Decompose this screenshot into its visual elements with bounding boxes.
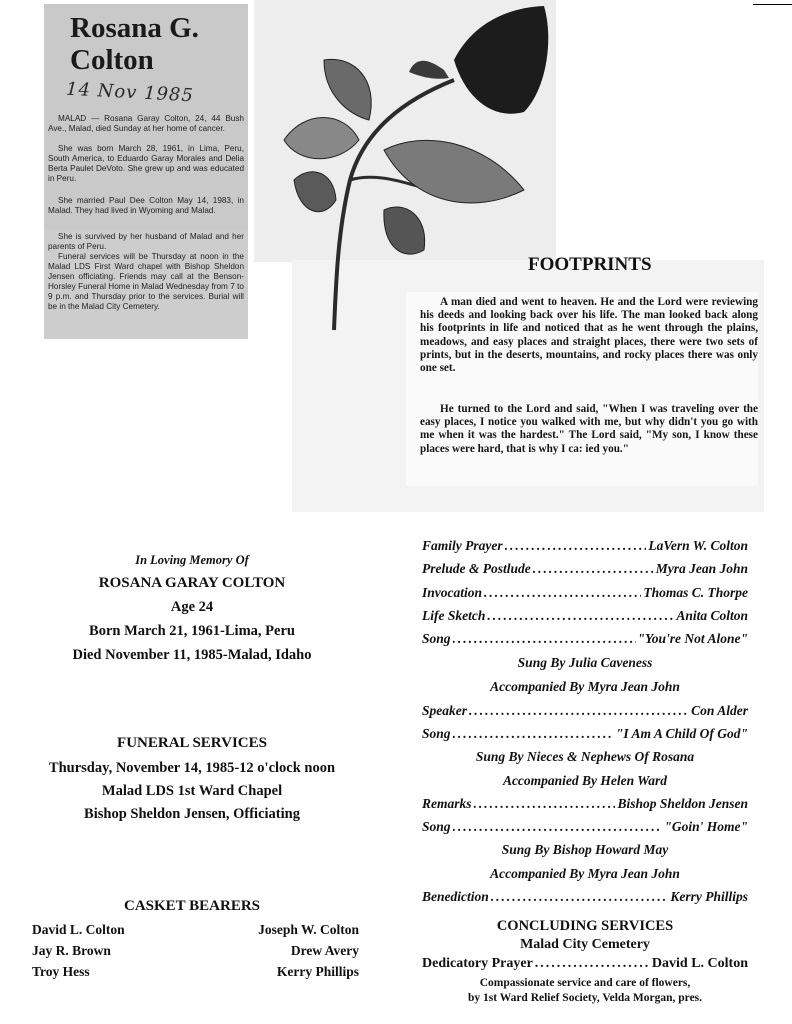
- funeral-officiating: Bishop Sheldon Jensen, Officiating: [84, 806, 300, 822]
- leader-dots: [453, 819, 663, 835]
- concluding-note: by 1st Ward Relief Society, Velda Morgan, pres.: [467, 992, 703, 1004]
- obituary-paragraph: She married Paul Dee Colton May 14, 1983, in Malad. They had lived in Wyoming and Malad.: [48, 196, 244, 215]
- leader-dots: [469, 703, 689, 719]
- song-3-performer: Sung By Bishop Howard May: [501, 842, 669, 857]
- in-loving-memory: In Loving Memory Of: [135, 553, 249, 567]
- song-3-accompanist: Accompanied By Myra Jean John: [490, 866, 680, 881]
- birth-info: Born March 21, 1961-Lima, Peru: [89, 623, 295, 639]
- program-row-song-3: [422, 819, 748, 835]
- program-row-life-sketch: [422, 608, 748, 624]
- program-row-speaker: [422, 703, 748, 719]
- program-value: David L. Colton: [651, 956, 748, 971]
- leader-dots: [491, 889, 669, 905]
- cemetery-name: Malad City Cemetery: [520, 937, 650, 952]
- obituary-paragraph: She is survived by her husband of Malad and her parents of Peru.: [48, 232, 244, 251]
- footprints-paragraph: A man died and went to heaven. He and the Lord were reviewing his deeds and looking back over his life. The man looked back along his footprints in life and noticed that as he went through the plains, meadows, and easy places and straight places, there were two sets of prints, but in the deserts, mountains, and rocky places there was only one set.: [420, 296, 758, 375]
- program-value: LaVern W. Colton: [648, 538, 748, 553]
- leader-dots: [533, 561, 654, 577]
- program-label: Family Prayer: [422, 538, 503, 553]
- obituary-headline: [70, 12, 245, 76]
- program-value: "I Am A Child Of God": [615, 726, 748, 741]
- program-row-benediction: [422, 889, 748, 905]
- program-row-song-2: [422, 726, 748, 742]
- program-value: "Goin' Home": [664, 819, 748, 834]
- obituary-paragraph: Funeral services will be Thursday at noon in the Malad LDS First Ward chapel with Bishop Sheldon Jensen officiating. Friends may call at the Benson-Horsley Funeral Home in Malad Wednesday from 7 to 9 p.m. and Thursday prior to the services. Burial will be in the Malad City Cemetery.: [48, 252, 244, 311]
- leader-dots: [474, 796, 616, 812]
- obituary-paragraph: She was born March 28, 1961, in Lima, Peru, South America, to Eduardo Garay Morales and Delia Berta Paulet DeVoto. She grew up and was educated in Peru.: [48, 144, 244, 183]
- program-row-prelude: [422, 561, 748, 577]
- leader-dots: [484, 585, 641, 601]
- program-label: Dedicatory Prayer: [422, 956, 533, 971]
- footprints-paragraph: He turned to the Lord and said, "When I was traveling over the easy places, I notice you walked with me, but why didn't you go with me when it was the hardest." The Lord said, "My son, I know these places were hard, that is why I ca: ied you.": [420, 403, 758, 455]
- program-row-song-1: [422, 631, 748, 647]
- song-1-accompanist: Accompanied By Myra Jean John: [490, 679, 680, 694]
- bearer-name: Joseph W. Colton: [258, 922, 359, 937]
- bearer-name: David L. Colton: [32, 922, 125, 937]
- program-label: Invocation: [422, 585, 483, 600]
- funeral-date: Thursday, November 14, 1985-12 o'clock noon: [48, 760, 336, 776]
- program-value: Con Alder: [691, 703, 748, 718]
- program-row-dedicatory: [422, 956, 748, 972]
- leader-dots: [453, 726, 614, 742]
- obituary-paragraph: MALAD — Rosana Garay Colton, 24, 44 Bush Ave., Malad, died Sunday at her home of cancer.: [48, 114, 244, 133]
- program-value: Anita Colton: [676, 608, 748, 623]
- bearer-name: Troy Hess: [32, 964, 90, 979]
- program-label: Song: [422, 631, 451, 646]
- program-label: Speaker: [422, 703, 467, 718]
- footprints-title: FOOTPRINTS: [528, 254, 652, 275]
- song-2-performer: Sung By Nieces & Nephews Of Rosana: [475, 749, 695, 764]
- leader-dots: [505, 538, 647, 554]
- handwritten-date: 14 Nov 1985: [65, 78, 195, 107]
- program-value: Kerry Phillips: [670, 889, 748, 904]
- casket-bearers-heading: CASKET BEARERS: [123, 898, 261, 914]
- leader-dots: [453, 631, 636, 647]
- leader-dots: [487, 608, 674, 624]
- program-label: Benediction: [422, 889, 489, 904]
- deceased-name: ROSANA GARAY COLTON: [98, 575, 286, 591]
- program-value: "You're Not Alone": [637, 631, 748, 646]
- program-label: Life Sketch: [422, 608, 486, 623]
- program-row-family-prayer: [422, 538, 748, 554]
- bearer-name: Drew Avery: [290, 943, 359, 958]
- song-2-accompanist: Accompanied By Helen Ward: [502, 773, 668, 788]
- death-info: Died November 11, 1985-Malad, Idaho: [72, 647, 312, 663]
- obituary-name-line2: Colton: [70, 44, 154, 76]
- program-label: Song: [422, 819, 451, 834]
- program-label: Song: [422, 726, 451, 741]
- program-value: Thomas C. Thorpe: [643, 585, 748, 600]
- bearer-name: Kerry Phillips: [276, 964, 359, 979]
- program-row-invocation: [422, 585, 748, 601]
- program-label: Prelude & Postlude: [422, 561, 531, 576]
- funeral-location: Malad LDS 1st Ward Chapel: [101, 783, 283, 799]
- page-edge-line: [753, 4, 792, 5]
- funeral-heading: FUNERAL SERVICES: [117, 735, 267, 751]
- song-1-performer: Sung By Julia Caveness: [517, 655, 653, 670]
- program-value: Bishop Sheldon Jensen: [617, 796, 748, 811]
- program-value: Myra Jean John: [655, 561, 748, 576]
- program-label: Remarks: [422, 796, 472, 811]
- leader-dots: [535, 956, 650, 972]
- bearer-name: Jay R. Brown: [32, 943, 111, 958]
- program-row-remarks: [422, 796, 748, 812]
- deceased-age: Age 24: [170, 599, 214, 615]
- concluding-heading: CONCLUDING SERVICES: [496, 918, 674, 934]
- concluding-note: Compassionate service and care of flowers,: [479, 977, 691, 989]
- obituary-name-line1: Rosana G.: [70, 12, 199, 44]
- rose-illustration: [254, 0, 556, 340]
